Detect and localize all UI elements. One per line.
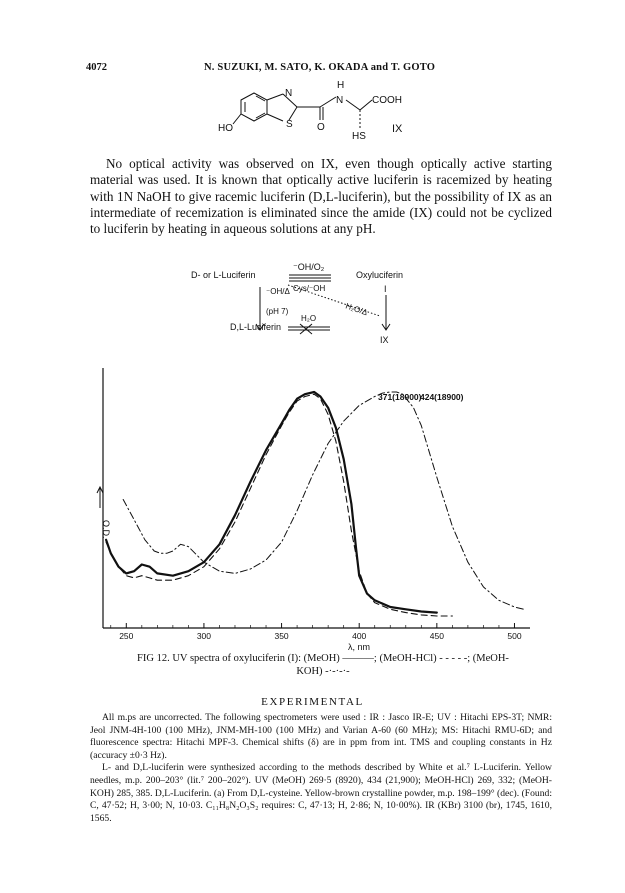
x-tick-label: 300 (196, 631, 212, 641)
thiazole-n-label: N (285, 88, 293, 99)
x-axis-label: λ, nm (348, 642, 371, 652)
scheme-amide: IX (380, 335, 389, 345)
author-line: N. SUZUKI, M. SATO, K. OKADA and T. GOTO (204, 62, 436, 73)
scheme-racemic: D,L-Luciferin (230, 322, 282, 332)
amide-h-label: H (337, 80, 345, 91)
thiol-label: HS (352, 131, 366, 142)
scheme-cys-reagent: Cys/⁻OH (293, 284, 326, 293)
chart-axes (97, 368, 530, 628)
paragraph-text: No optical activity was observed on IX, even though optically active starting material was used. It is known that optically active luciferin is racemized by heating with 1N NaOH to give racemic luciferin (D,L-luciferin), but the possibility of IX as an intermediate of recemization is eliminated since the amide (IX) could not be cyclized to luciferin by heating in aqueous solutions at any pH. (90, 156, 552, 237)
cooh-label: COOH (372, 95, 402, 106)
x-tick-label: 500 (507, 631, 522, 641)
chart-series (106, 392, 524, 616)
experimental-text (90, 712, 552, 825)
scheme-product: Oxyluciferin (356, 270, 404, 280)
figure-caption (103, 652, 543, 678)
carbonyl-o-label: O (317, 122, 325, 133)
experimental-paragraph-1: All m.ps are uncorrected. The following spectrometers were used : IR : Jasco IR-E; UV : Hitachi EPS-3T; NMR: Jeol JNM-4H-100 (100 MHz), JNM-MH-100 (100 MHz) and Varian A-60 (60 MHz); MS: Hitachi RMU-6D; and fluorescence spectra: Hitachi MPF-3. Chemical shifts (δ) are in ppm from int. TMS and coupling constants in Hz (accuracy ±0·3 Hz). (90, 712, 552, 761)
scheme-h2o-delta: H₂O/Δ (344, 301, 369, 318)
scheme-start: D- or L-Luciferin (191, 270, 256, 280)
thiazole-s-label: S (286, 119, 293, 130)
chart-ticks (111, 623, 522, 641)
x-tick-label: 350 (274, 631, 289, 641)
ho-label: HO (218, 123, 233, 134)
series-line-dash-dot (123, 392, 524, 609)
scheme-h2o: H₂O (301, 314, 317, 323)
x-tick-label: 400 (352, 631, 367, 641)
section-heading: EXPERIMENTAL (261, 696, 364, 708)
caption-line-2: KOH) -·-·-·- (296, 666, 350, 677)
compound-number: IX (392, 123, 403, 135)
peak-label-424: 424(18900) (420, 392, 464, 402)
y-axis-label: O.D. (101, 520, 111, 539)
x-tick-label: 250 (119, 631, 134, 641)
scheme-ox-reagent: ⁻OH/O₂ (293, 262, 325, 272)
experimental-paragraph-2: L- and D,L-luciferin were synthesized according to the methods described by White et al.⁷ L-Luciferin. Yellow needles, m.p. 200–203° (lit.⁷ 200–202°). UV (MeOH) 269·5 (8920), 434 (21,900); MeOH-HCl) 269, 332; (MeOH-KOH) 285, 385. D,L-Luciferin. (a) From D,L-cysteine. Yellow-brown crystalline powder, m.p. 198–199° (dec). (Found: C, 47·52; H, 3·00; N, 10·03. C₁₁H₈N₂O₃S₂ requires: C, 47·13; H, 2·86; N, 10·00%). IR (KBr) 3100 (br), 1745, 1610, 1565. (90, 762, 552, 824)
peak-label-371: 371(18900) (378, 392, 422, 402)
x-tick-label: 450 (429, 631, 444, 641)
amide-n-label: N (336, 95, 344, 106)
scheme-down-reagent: ⁻OH/Δ (266, 287, 290, 296)
page-number: 4072 (86, 62, 107, 73)
scheme-ph: (pH 7) (266, 307, 289, 316)
scheme-product-number: I (384, 284, 387, 294)
caption-line-1: FIG 12. UV spectra of oxyluciferin (I): (MeOH) ———; (MeOH-HCl) - - - - -; (MeOH- (137, 653, 509, 664)
